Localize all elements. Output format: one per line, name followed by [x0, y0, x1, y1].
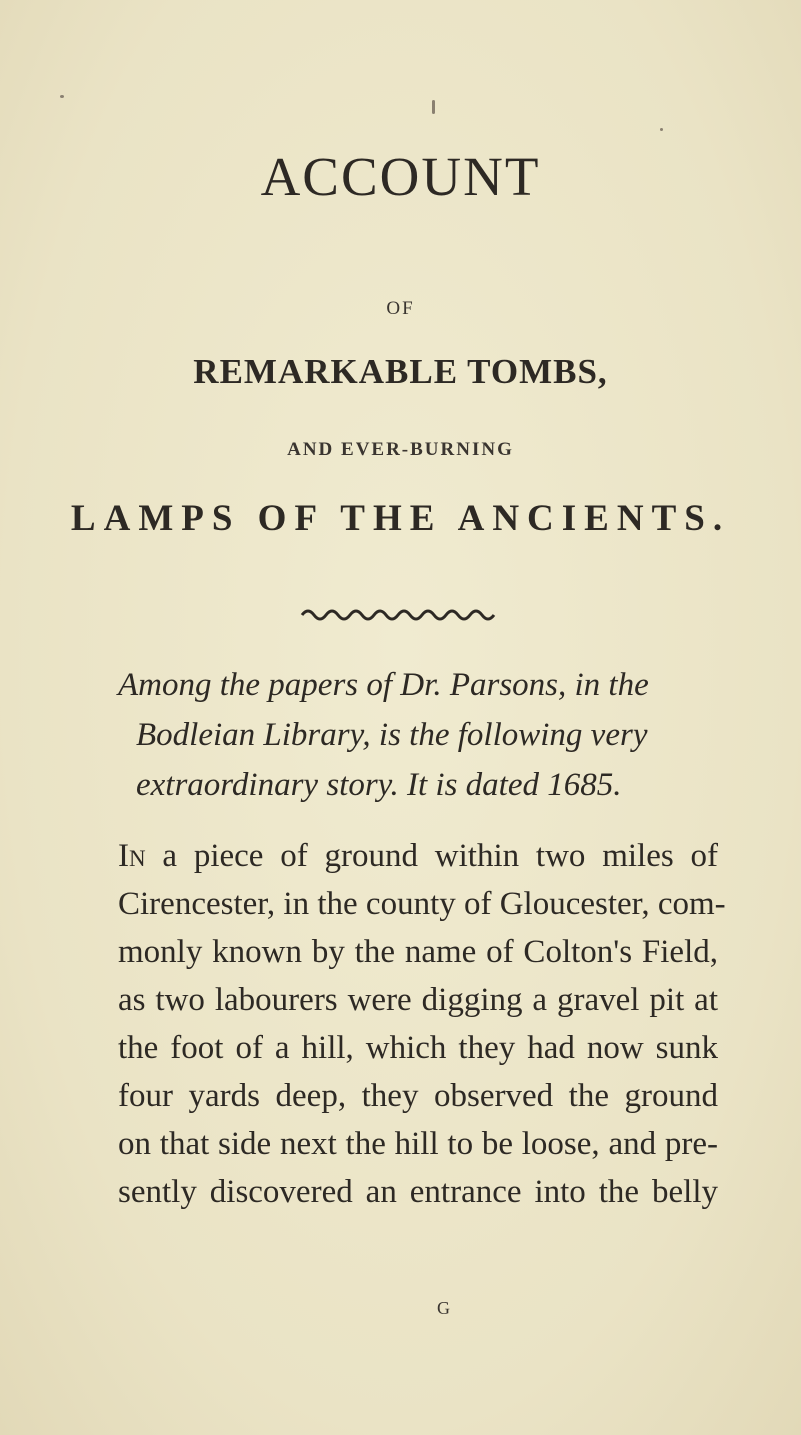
body-line: as two labourers were digging a gravel pit at	[118, 982, 718, 1018]
ink-speck	[60, 95, 64, 98]
ink-speck	[432, 100, 435, 114]
ink-speck	[660, 128, 663, 131]
title-ever-burning: AND EVER-BURNING	[287, 439, 514, 460]
body-paragraph	[118, 832, 726, 1216]
intro-paragraph	[118, 660, 718, 810]
body-line-text: a piece of ground within two miles of	[145, 838, 718, 874]
body-line	[118, 832, 718, 880]
body-line: the foot of a hill, which they had now sunk	[118, 1030, 718, 1066]
intro-line: Bodleian Library, is the following very	[136, 717, 648, 753]
body-line: sently discovered an entrance into the belly	[118, 1174, 718, 1210]
body-line: four yards deep, they observed the ground	[118, 1078, 718, 1114]
signature-mark: G	[437, 1298, 450, 1318]
body-line: monly known by the name of Colton's Field,	[118, 934, 718, 970]
wave-ornament	[300, 605, 500, 625]
title-of: OF	[386, 298, 415, 319]
body-line: on that side next the hill to be loose, and pre-	[118, 1126, 718, 1162]
title-remarkable-tombs: REMARKABLE TOMBS,	[193, 352, 608, 391]
body-line: Cirencester, in the county of Gloucester, com-	[118, 886, 726, 922]
intro-line: Among the papers of Dr. Parsons, in the	[118, 667, 649, 703]
opening-word: In	[118, 838, 146, 874]
title-lamps-of-the-ancients: LAMPS OF THE ANCIENTS.	[70, 498, 731, 539]
title-account: ACCOUNT	[260, 146, 541, 207]
intro-line: extraordinary story. It is dated 1685.	[136, 767, 622, 803]
